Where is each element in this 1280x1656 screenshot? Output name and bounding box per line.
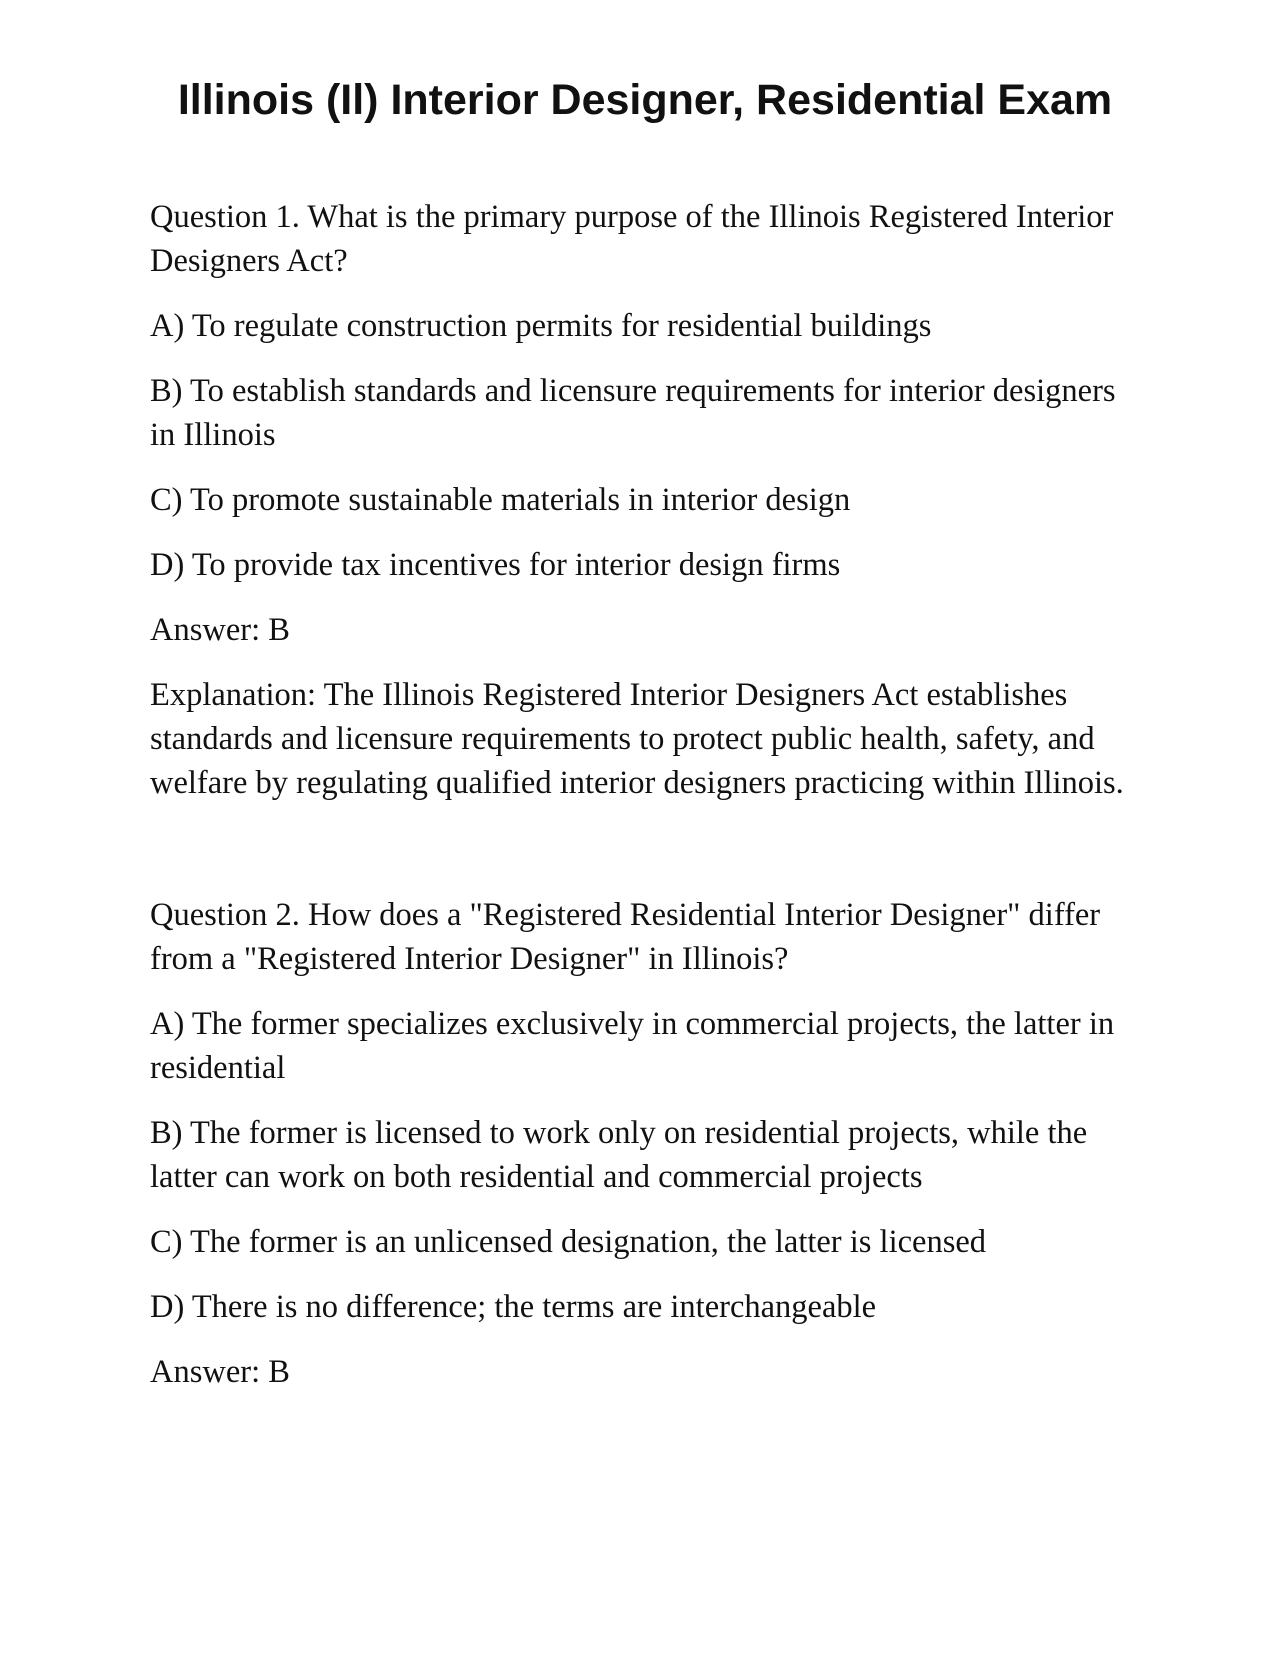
question-2-option-a: A) The former specializes exclusively in commercial projects, the latter in residential — [150, 1006, 1115, 1086]
document-title: Illinois (Il) Interior Designer, Residential Exam — [177, 76, 1113, 124]
question-1-option-d: D) To provide tax incentives for interior design firms — [150, 547, 841, 583]
question-1-explanation: Explanation: The Illinois Registered Interior Designers Act establishes standards and licensure requirements to protect public health, safety, and welfare by regulating qualified interior designers practicing within Illinois. — [150, 677, 1124, 801]
question-2-answer: Answer: B — [150, 1354, 290, 1390]
question-1-answer: Answer: B — [150, 612, 290, 648]
question-2-option-c: C) The former is an unlicensed designation, the latter is licensed — [150, 1224, 987, 1260]
question-2 — [150, 893, 1140, 1394]
question-1-option-a: A) To regulate construction permits for residential buildings — [150, 308, 932, 344]
question-2-option-b: B) The former is licensed to work only on residential projects, while the latter can work on both residential and commercial projects — [150, 1115, 1088, 1195]
question-1-option-b: B) To establish standards and licensure requirements for interior designers in Illinois — [150, 373, 1116, 453]
question-1 — [150, 195, 1140, 805]
document-page — [150, 0, 1140, 1415]
question-2-text: Question 2. How does a "Registered Residential Interior Designer" differ from a "Registered Interior Designer" in Illinois? — [150, 897, 1101, 977]
question-1-text: Question 1. What is the primary purpose of the Illinois Registered Interior Designers Act? — [150, 199, 1114, 279]
question-2-option-d: D) There is no difference; the terms are interchangeable — [150, 1289, 877, 1325]
question-1-option-c: C) To promote sustainable materials in interior design — [150, 482, 851, 518]
